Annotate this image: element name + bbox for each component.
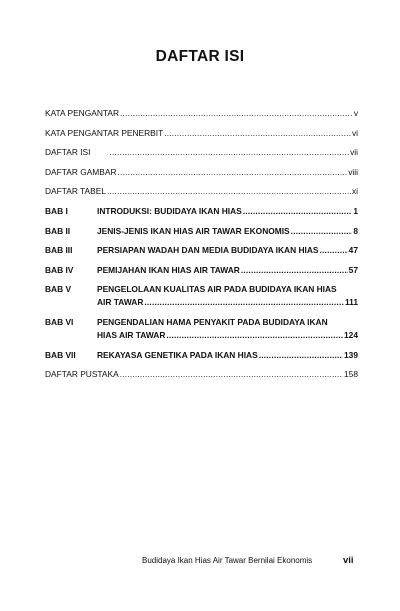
- toc-entry-kata-pengantar-penerbit[interactable]: [45, 127, 358, 138]
- toc-entry-kata-pengantar[interactable]: [45, 107, 358, 118]
- dot-leader: [118, 167, 348, 177]
- dot-leader: [164, 128, 351, 138]
- chapter-title-continued: HIAS AIR TAWAR: [97, 329, 166, 340]
- chapter-title: PENGENDALIAN HAMA PENYAKIT PADA BUDIDAYA IKAN: [97, 316, 328, 327]
- toc-entry-label: DAFTAR ISI: [45, 147, 91, 158]
- chapter-number: BAB V: [45, 284, 72, 295]
- page-title: DAFTAR ISI: [155, 48, 245, 65]
- toc-entry-bab-3[interactable]: [45, 244, 358, 255]
- table-of-contents: [45, 107, 358, 388]
- toc-page-number: vii: [350, 147, 358, 158]
- toc-page-number: 158: [344, 369, 358, 380]
- chapter-title: PENGELOLAAN KUALITAS AIR PADA BUDIDAYA IKAN HIAS: [97, 284, 337, 295]
- chapter-title: INTRODUKSI: BUDIDAYA IKAN HIAS: [97, 205, 242, 216]
- chapter-number: BAB I: [45, 205, 68, 216]
- toc-entry-label: DAFTAR TABEL: [45, 186, 106, 197]
- toc-entry-label: KATA PENGANTAR: [45, 108, 119, 118]
- toc-entry-daftar-gambar[interactable]: [45, 166, 358, 177]
- chapter-title: PERSIAPAN WADAH DAN MEDIA BUDIDAYA IKAN HIAS: [97, 245, 319, 256]
- chapter-number: BAB III: [45, 245, 73, 256]
- toc-entry-daftar-isi[interactable]: [45, 146, 358, 157]
- toc-page-number: viii: [348, 166, 358, 177]
- toc-entry-daftar-tabel[interactable]: [45, 185, 358, 196]
- dot-leader: [243, 206, 353, 216]
- footer-book-title: Budidaya Ikan Hias Air Tawar Bernilai Ekonomis: [142, 556, 313, 565]
- toc-entry-bab-5-continued[interactable]: [97, 296, 358, 307]
- toc-page-number: 139: [344, 349, 358, 360]
- toc-entry-bab-4[interactable]: [45, 264, 358, 275]
- dot-leader: [259, 350, 343, 360]
- toc-entry-bab-6[interactable]: [45, 316, 358, 327]
- toc-page-number: 47: [348, 245, 358, 256]
- toc-page-number: 111: [344, 297, 358, 308]
- dot-leader: [109, 147, 349, 157]
- dot-leader: [107, 186, 351, 196]
- dot-leader: [320, 245, 348, 255]
- dot-leader: [120, 108, 353, 118]
- toc-entry-bab-5[interactable]: [45, 283, 358, 294]
- dot-leader: [241, 265, 348, 275]
- toc-entry-label: DAFTAR PUSTAKA: [45, 369, 119, 380]
- toc-page-number: 124: [344, 329, 358, 340]
- dot-leader: [144, 297, 344, 307]
- toc-page-number: 1: [353, 205, 358, 216]
- chapter-number: BAB VI: [45, 316, 74, 327]
- chapter-number: BAB II: [45, 225, 71, 236]
- toc-entry-bab-6-continued[interactable]: [97, 329, 358, 340]
- toc-page-number: 8: [353, 225, 358, 236]
- toc-entry-daftar-pustaka[interactable]: [45, 368, 358, 379]
- dot-leader: [120, 369, 343, 379]
- toc-entry-bab-2[interactable]: [45, 225, 358, 236]
- dot-leader: [291, 226, 353, 236]
- chapter-number: BAB VII: [45, 349, 76, 360]
- toc-page-number: vi: [351, 127, 358, 138]
- chapter-title-continued: AIR TAWAR: [97, 297, 144, 308]
- toc-page-number: 57: [348, 264, 358, 275]
- chapter-title: REKAYASA GENETIKA PADA IKAN HIAS: [97, 349, 258, 360]
- toc-page-number: v: [353, 108, 358, 118]
- toc-entry-label: KATA PENGANTAR PENERBIT: [45, 127, 164, 138]
- footer-page-number: vii: [343, 555, 354, 566]
- dot-leader: [166, 330, 343, 340]
- chapter-title: JENIS-JENIS IKAN HIAS AIR TAWAR EKONOMIS: [97, 225, 290, 236]
- chapter-number: BAB IV: [45, 264, 74, 275]
- toc-entry-bab-1[interactable]: [45, 205, 358, 216]
- toc-entry-label: DAFTAR GAMBAR: [45, 166, 117, 177]
- toc-page-number: xi: [351, 186, 358, 197]
- toc-entry-bab-7[interactable]: [45, 349, 358, 360]
- chapter-title: PEMIJAHAN IKAN HIAS AIR TAWAR: [97, 264, 240, 275]
